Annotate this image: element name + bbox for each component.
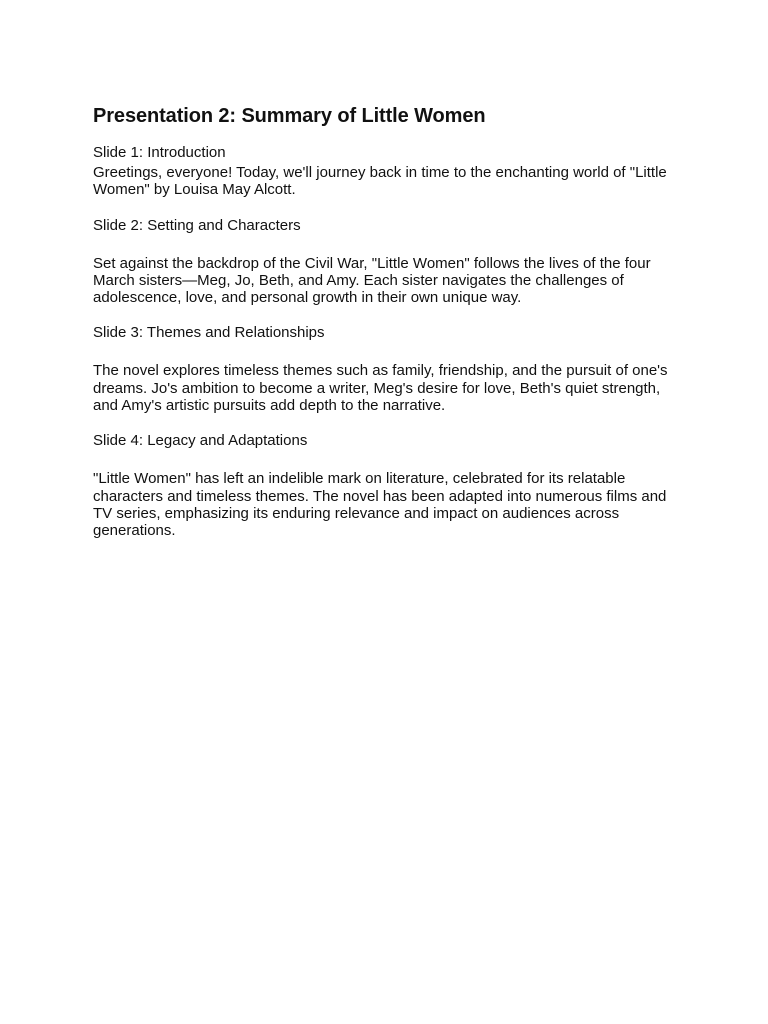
document-title: Presentation 2: Summary of Little Women <box>93 105 486 127</box>
slide-heading: Slide 1: Introduction <box>93 144 226 161</box>
slide-heading: Slide 3: Themes and Relationships <box>93 324 325 342</box>
slide-paragraph: The novel explores timeless themes such as family, friendship, and the pursuit of one's dreams. Jo's ambition to become a writer, Meg's desire for love, Beth's quiet strength, and Amy's artistic pursuits add depth to the narrative. <box>93 362 668 415</box>
slide-section-legacy-and-adaptations <box>93 432 683 539</box>
slide-section-introduction <box>93 144 683 199</box>
slide-heading: Slide 4: Legacy and Adaptations <box>93 432 308 450</box>
slide-section-themes-and-relationships <box>93 324 683 414</box>
slide-paragraph: Set against the backdrop of the Civil War, "Little Women" follows the lives of the four March sisters—Meg, Jo, Beth, and Amy. Each sister navigates the challenges of adolescence, love, and personal growth in their own unique way. <box>93 254 651 307</box>
slide-heading: Slide 2: Setting and Characters <box>93 216 301 234</box>
slide-paragraph: Greetings, everyone! Today, we'll journey back in time to the enchanting world of "Little Women" by Louisa May Alcott. <box>93 164 667 199</box>
document-page <box>93 104 683 540</box>
slide-paragraph: "Little Women" has left an indelible mark on literature, celebrated for its relatable characters and timeless themes. The novel has been adapted into numerous films and TV series, emphasizing its enduring relevance and impact on audiences across generations. <box>93 470 667 540</box>
slide-section-setting-and-characters <box>93 217 683 307</box>
